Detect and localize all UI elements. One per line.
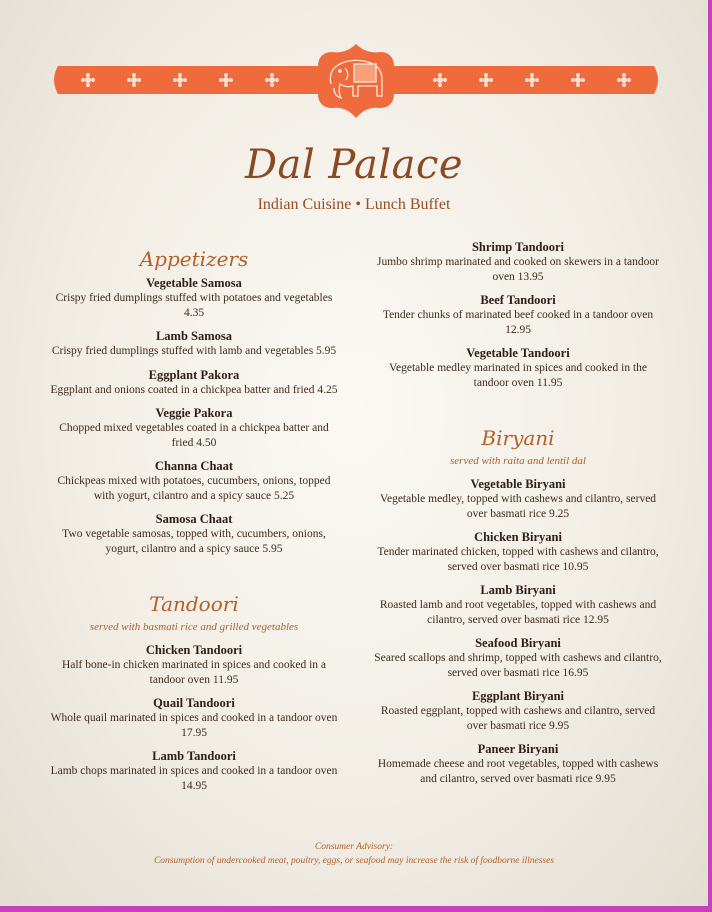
item-description: Crispy fried dumplings stuffed with potatoes and vegetables 4.35 xyxy=(55,292,333,319)
advisory-text: Consumption of undercooked meat, poultry, eggs, or seafood may increase the risk of foodborne illnesses xyxy=(153,856,555,866)
item-description: Two vegetable samosas, topped with, cucumbers, onions, yogurt, cilantro and a spicy sauce 5.95 xyxy=(62,528,326,555)
item-description: Seared scallops and shrimp, topped with cashews and cilantro, served over basmati rice 16.95 xyxy=(374,652,662,679)
item-name: Chicken Tandoori xyxy=(145,643,243,657)
item-description: Roasted eggplant, topped with cashews and cilantro, served over basmati rice 9.95 xyxy=(380,705,656,732)
item-name: Beef Tandoori xyxy=(480,293,556,307)
item-name: Lamb Biryani xyxy=(480,583,556,597)
item-name: Paneer Biryani xyxy=(477,742,559,756)
item-name: Lamb Tandoori xyxy=(152,749,236,763)
section-title-tandoori: Tandoori xyxy=(149,592,239,616)
restaurant-title: Dal Palace xyxy=(244,142,464,188)
menu-item xyxy=(372,689,664,733)
item-name: Channa Chaat xyxy=(154,459,234,473)
menu-item xyxy=(372,477,664,521)
item-name: Veggie Pakora xyxy=(155,406,233,420)
menu-item xyxy=(48,643,340,687)
item-description: Half bone-in chicken marinated in spices and cooked in a tandoor oven 11.95 xyxy=(61,659,327,686)
item-name: Seafood Biryani xyxy=(475,636,561,650)
restaurant-subtitle: Indian Cuisine • Lunch Buffet xyxy=(257,196,451,213)
item-description: Tender chunks of marinated beef cooked in a tandoor oven 12.95 xyxy=(382,309,654,336)
item-description: Eggplant and onions coated in a chickpea batter and fried 4.25 xyxy=(50,383,338,396)
section-note-tandoori: served with basmati rice and grilled vegetables xyxy=(89,621,299,633)
menu-item xyxy=(372,346,664,390)
item-description: Vegetable medley, topped with cashews and cilantro, served over basmati rice 9.25 xyxy=(379,493,657,520)
item-description: Jumbo shrimp marinated and cooked on skewers in a tandoor oven 13.95 xyxy=(376,256,659,283)
item-description: Homemade cheese and root vegetables, topped with cashews and cilantro, served over basmati rice 9.95 xyxy=(377,758,659,785)
menu-item xyxy=(372,742,664,786)
menu-item xyxy=(48,696,340,740)
item-name: Lamb Samosa xyxy=(155,329,233,343)
section-note-biryani: served with raita and lentil dal xyxy=(450,455,586,467)
menu-item xyxy=(372,240,664,284)
section-title-appetizers: Appetizers xyxy=(139,247,249,271)
menu-item xyxy=(48,276,340,320)
item-name: Vegetable Samosa xyxy=(146,276,242,290)
item-name: Eggplant Pakora xyxy=(148,367,240,382)
item-name: Samosa Chaat xyxy=(155,512,233,526)
header-banner xyxy=(48,40,664,140)
item-name: Eggplant Biryani xyxy=(471,689,565,703)
item-name: Chicken Biryani xyxy=(474,530,562,544)
item-description: Tender marinated chicken, topped with cashews and cilantro, served over basmati rice 10.95 xyxy=(377,546,659,573)
menu-item xyxy=(48,749,340,793)
menu-item xyxy=(48,329,340,359)
item-name: Shrimp Tandoori xyxy=(471,240,565,254)
left-column xyxy=(48,246,340,802)
advisory-heading: Consumer Advisory: xyxy=(314,842,394,852)
item-name: Vegetable Biryani xyxy=(470,477,566,491)
menu-item xyxy=(48,406,340,450)
menu-item xyxy=(48,368,340,398)
item-name: Quail Tandoori xyxy=(153,696,235,710)
menu-item xyxy=(372,293,664,337)
menu-item xyxy=(48,512,340,556)
item-description: Chickpeas mixed with potatoes, cucumbers, onions, topped with yogurt, cilantro and a spicy sauce 5.25 xyxy=(57,475,331,502)
item-description: Vegetable medley marinated in spices and cooked in the tandoor oven 11.95 xyxy=(388,362,648,389)
item-description: Whole quail marinated in spices and cooked in a tandoor oven 17.95 xyxy=(50,712,338,739)
item-name: Vegetable Tandoori xyxy=(466,346,570,360)
menu-item xyxy=(48,459,340,503)
section-title-biryani: Biryani xyxy=(481,426,555,450)
menu-item xyxy=(372,583,664,627)
item-description: Lamb chops marinated in spices and cooked in a tandoor oven 14.95 xyxy=(50,765,338,792)
right-column xyxy=(372,240,664,795)
item-description: Roasted lamb and root vegetables, topped with cashews and cilantro, served over basmati rice 12.95 xyxy=(379,599,657,626)
item-description: Crispy fried dumplings stuffed with lamb and vegetables 5.95 xyxy=(51,345,337,357)
menu-item xyxy=(372,636,664,680)
consumer-advisory xyxy=(0,840,708,868)
item-description: Chopped mixed vegetables coated in a chickpea batter and fried 4.50 xyxy=(59,422,329,449)
menu-item xyxy=(372,530,664,574)
